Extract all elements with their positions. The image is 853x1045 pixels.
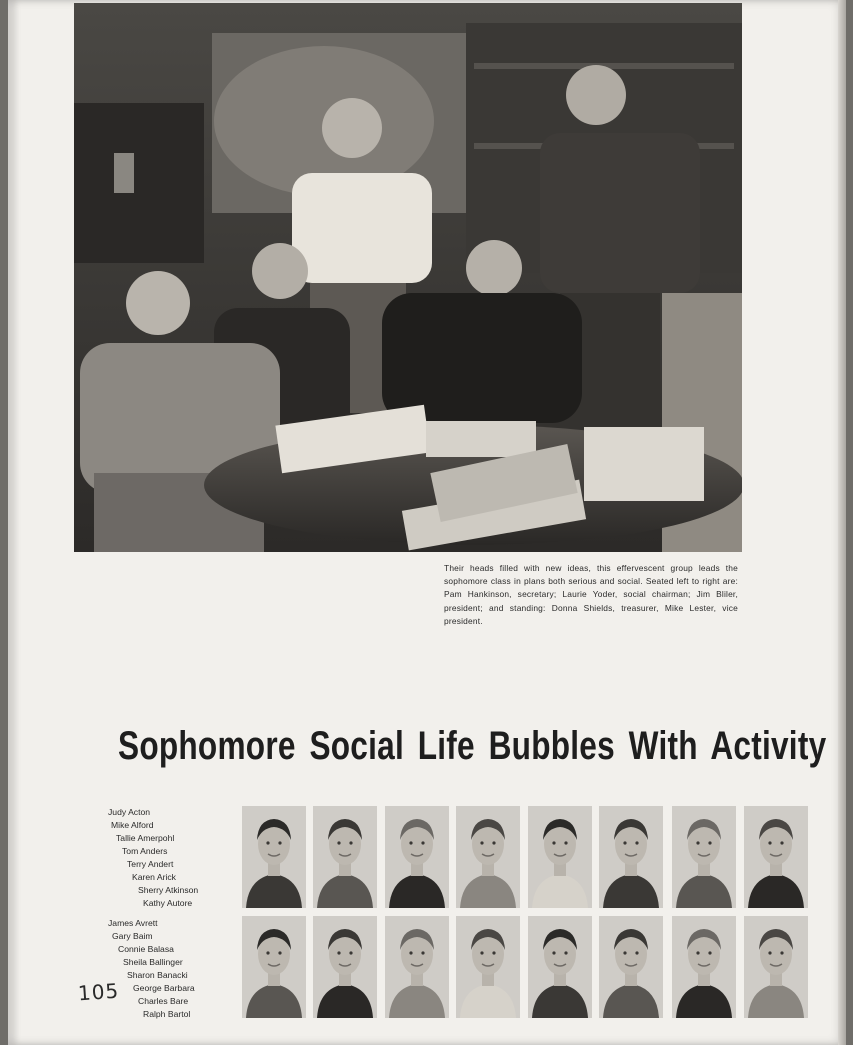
yearbook-page xyxy=(8,0,846,1045)
group-photo xyxy=(74,3,742,552)
student-name: Judy Acton xyxy=(108,807,151,817)
student-name: George Barbara xyxy=(133,983,195,993)
student-portrait xyxy=(313,806,377,908)
photo-caption: Their heads filled with new ideas, this effervescent group leads the sophomore class in plans both serious and social. Seated left to right are: Pam Hankinson, secretary; Laurie Yoder, social chairman; Jim Bliler, president; and standing: Donna Shields, treasurer, Mike Lester, vice president. xyxy=(444,563,738,626)
student-portrait xyxy=(456,806,520,908)
page-edge xyxy=(838,0,846,1045)
student-portrait xyxy=(385,806,449,908)
student-portrait xyxy=(242,806,306,908)
student-portrait xyxy=(242,916,306,1018)
student-name: Tallie Amerpohl xyxy=(116,833,175,843)
student-portrait xyxy=(599,806,663,908)
student-name: Sherry Atkinson xyxy=(138,885,199,895)
student-name: Tom Anders xyxy=(122,846,168,856)
student-name: Terry Andert xyxy=(127,859,174,869)
student-name: Sheila Ballinger xyxy=(123,957,183,967)
student-name: Sharon Banacki xyxy=(127,970,188,980)
student-portrait xyxy=(385,916,449,1018)
student-name: Karen Arick xyxy=(132,872,176,882)
student-portrait xyxy=(744,916,808,1018)
student-name: Mike Alford xyxy=(111,820,154,830)
student-name: Charles Bare xyxy=(138,996,189,1006)
student-portrait xyxy=(672,806,736,908)
student-name: Ralph Bartol xyxy=(143,1009,191,1019)
student-portrait xyxy=(528,916,592,1018)
page-headline: Sophomore Social Life Bubbles With Activity xyxy=(118,724,827,768)
page-number: 105 xyxy=(77,978,120,1006)
student-portrait xyxy=(528,806,592,908)
student-portrait xyxy=(599,916,663,1018)
student-name: Gary Baim xyxy=(112,931,153,941)
student-portrait xyxy=(313,916,377,1018)
student-name: James Avrett xyxy=(108,918,158,928)
student-portrait xyxy=(744,806,808,908)
student-portrait xyxy=(672,916,736,1018)
student-name: Kathy Autore xyxy=(143,898,193,908)
student-name: Connie Balasa xyxy=(118,944,174,954)
student-portrait xyxy=(456,916,520,1018)
